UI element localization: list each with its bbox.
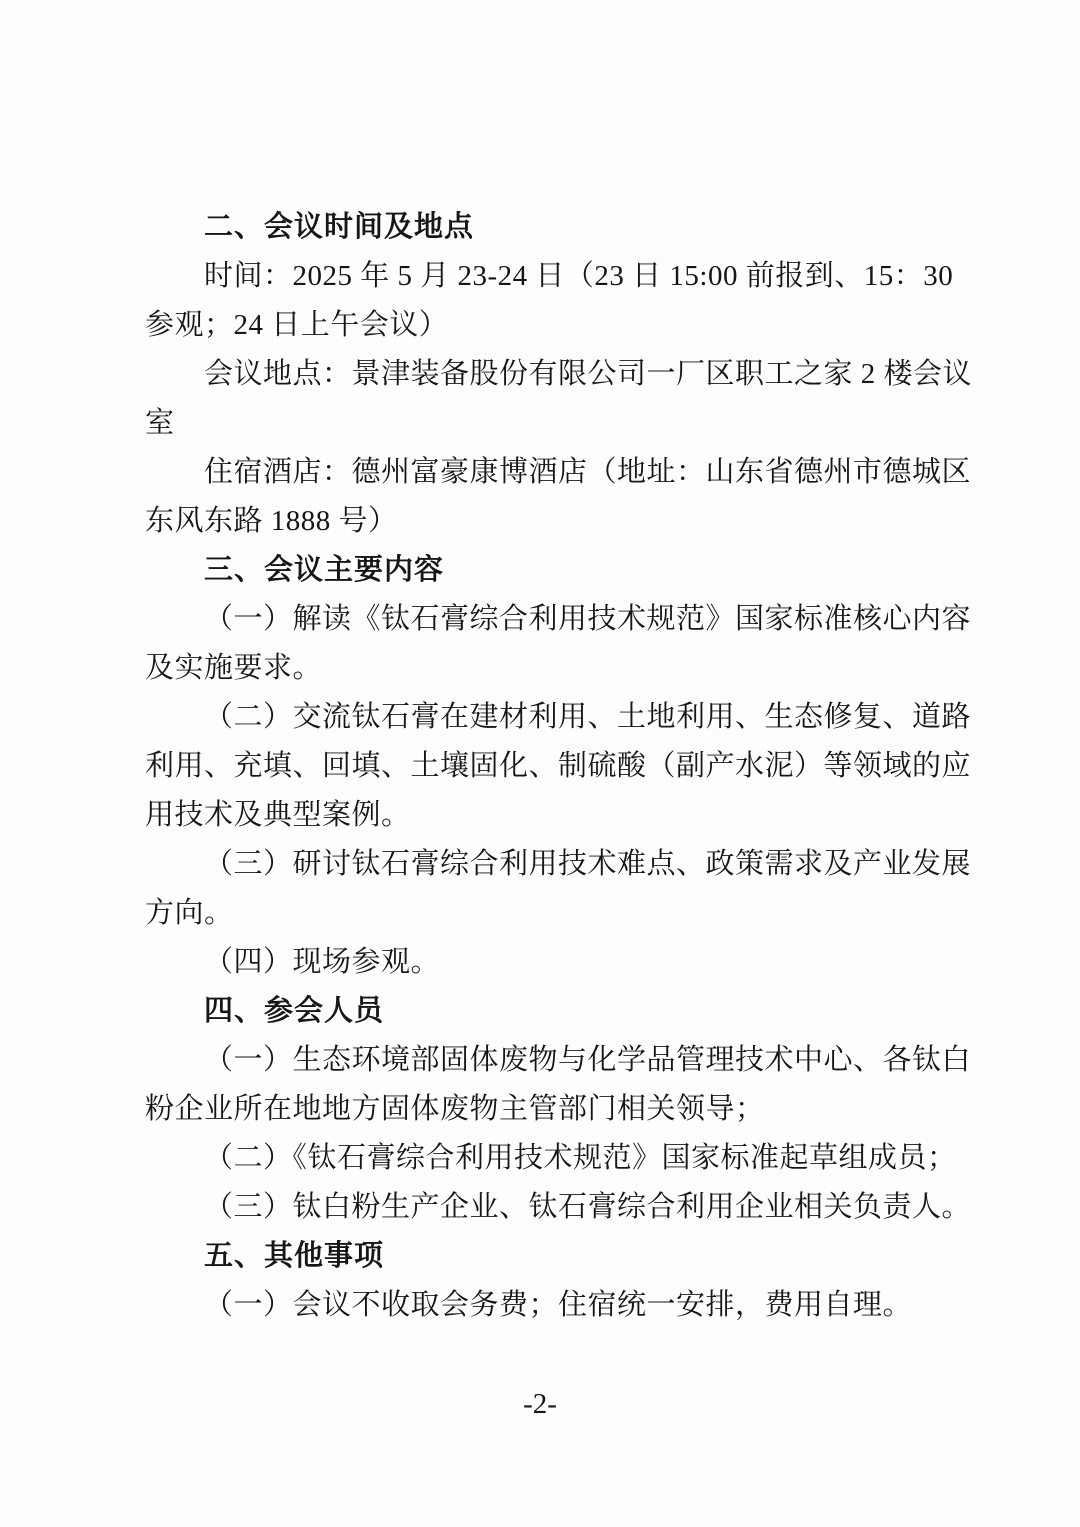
document-body [145, 203, 973, 1330]
paragraph-line: （三）研讨钛石膏综合利用技术难点、政策需求及产业发展 [204, 848, 972, 880]
paragraph-line: （四）现场参观。 [204, 946, 441, 978]
section-heading: 五、其他事项 [204, 1240, 385, 1272]
paragraph-line: 住宿酒店：德州富豪康博酒店（地址：山东省德州市德城区 [204, 456, 972, 488]
section-heading: 四、参会人员 [204, 995, 385, 1027]
paragraph-line: （一）会议不收取会务费；住宿统一安排，费用自理。 [204, 1289, 913, 1321]
section-heading: 二、会议时间及地点 [204, 211, 475, 243]
paragraph-line: 时间：2025 年 5 月 23-24 日（23 日 15:00 前报到、15：30 [204, 260, 954, 292]
paragraph-line: （三）钛白粉生产企业、钛石膏综合利用企业相关负责人。 [204, 1191, 972, 1223]
paragraph-line: 室 [145, 407, 175, 439]
paragraph-line: 粉企业所在地地方固体废物主管部门相关领导； [145, 1093, 765, 1125]
paragraph-line: （二）交流钛石膏在建材利用、土地利用、生态修复、道路 [204, 701, 972, 733]
paragraph-line: 东风东路 1888 号） [145, 505, 398, 537]
paragraph-line: （二）《钛石膏综合利用技术规范》国家标准起草组成员； [204, 1142, 957, 1174]
paragraph-line: 利用、充填、回填、土壤固化、制硫酸（副产水泥）等领域的应 [145, 750, 972, 782]
paragraph-line: 方向。 [145, 897, 234, 929]
paragraph-line: 用技术及典型案例。 [145, 799, 411, 831]
paragraph-line: 会议地点：景津装备股份有限公司一厂区职工之家 2 楼会议 [204, 358, 973, 390]
paragraph-line: 参观；24 日上午会议） [145, 309, 449, 341]
paragraph-line: （一）解读《钛石膏综合利用技术规范》国家标准核心内容 [204, 603, 972, 635]
paragraph-line: （一）生态环境部固体废物与化学品管理技术中心、各钛白 [204, 1044, 972, 1076]
page-number: -2- [523, 1388, 557, 1420]
paragraph-line: 及实施要求。 [145, 652, 323, 684]
section-heading: 三、会议主要内容 [204, 554, 445, 586]
